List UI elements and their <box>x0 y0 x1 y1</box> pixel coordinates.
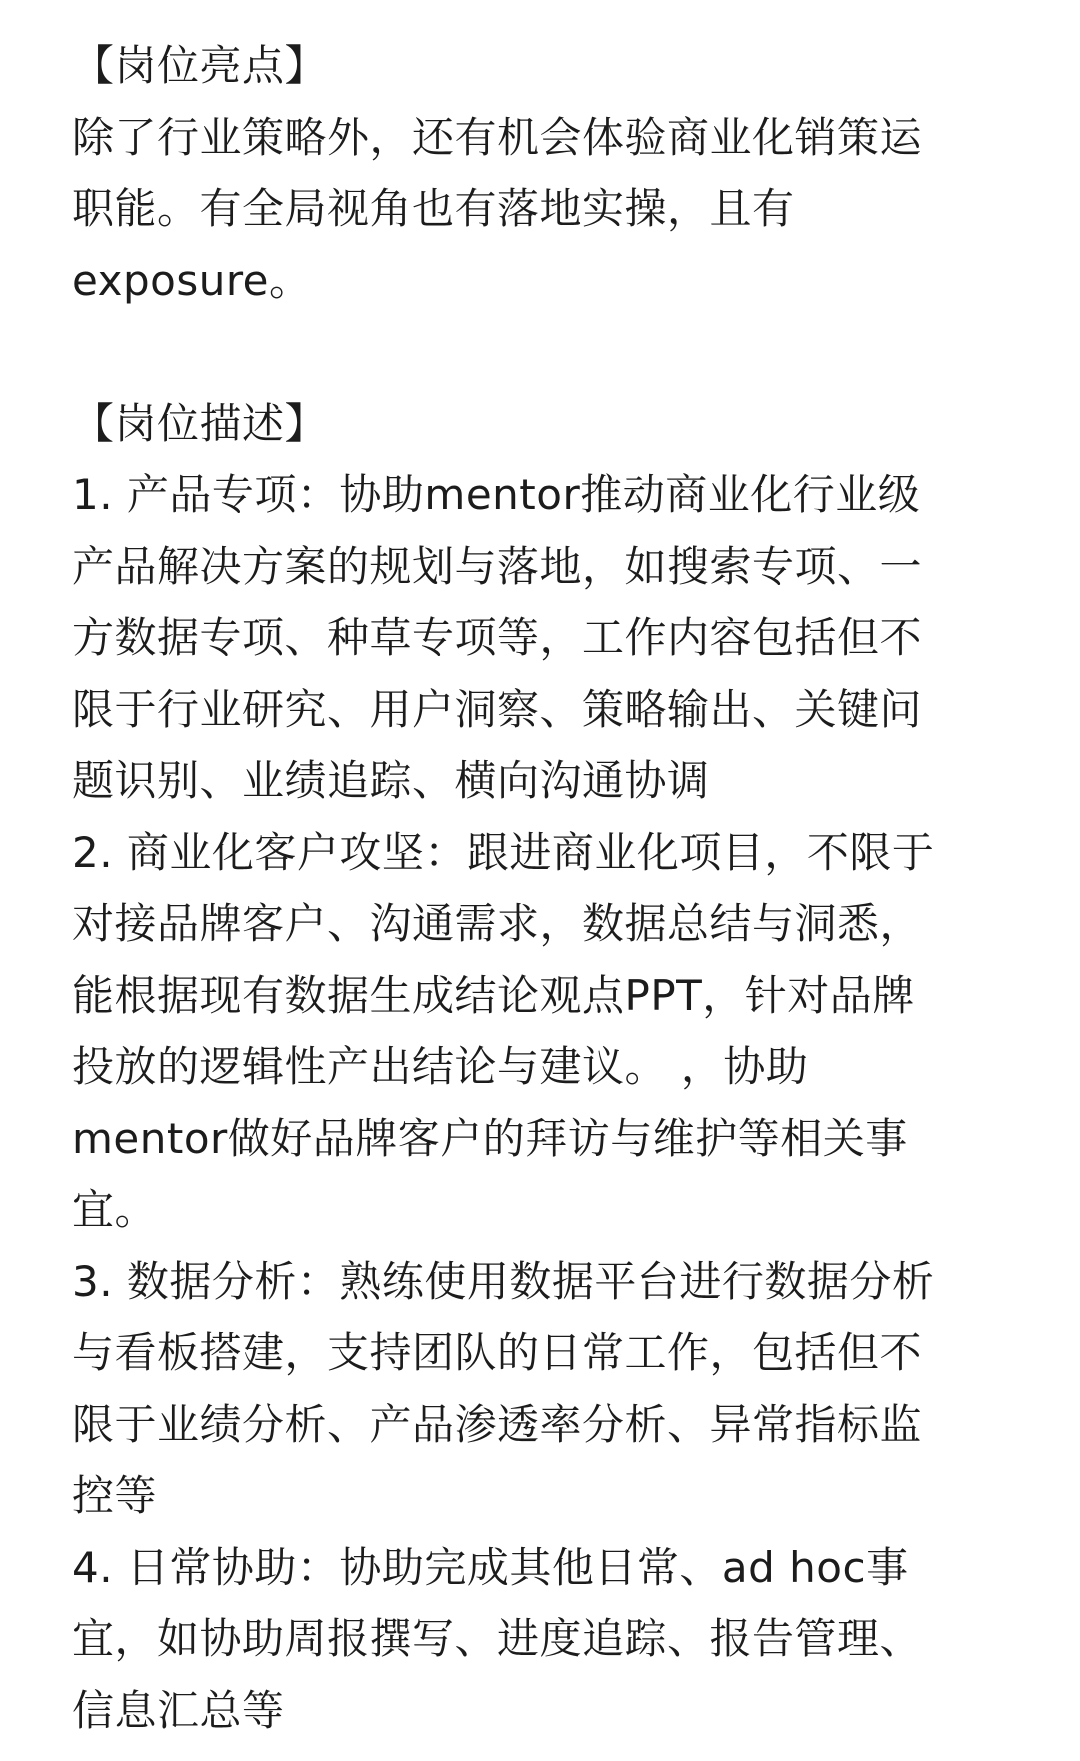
description-item-line: 宜，如协助周报撰写、进度追踪、报告管理、 <box>72 1614 923 1663</box>
description-item-line: 2. 商业化客户攻坚：跟进商业化项目，不限于 <box>72 827 935 877</box>
highlights-line: 职能。有全局视角也有落地实操，且有 <box>72 184 795 233</box>
section-spacer <box>72 316 1012 388</box>
highlights-line: 除了行业策略外，还有机会体验商业化销策运 <box>72 112 923 162</box>
highlights-line: exposure。 <box>72 255 312 305</box>
description-item-line: 限于业绩分析、产品渗透率分析、异常指标监 <box>72 1399 923 1449</box>
description-item-line: 限于行业研究、用户洞察、策略输出、关键问 <box>72 684 923 734</box>
description-item-line: 产品解决方案的规划与落地，如搜索专项、一 <box>72 541 923 591</box>
description-item-line: 能根据现有数据生成结论观点PPT，针对品牌 <box>72 970 915 1020</box>
description-item-line: 与看板搭建，支持团队的日常工作，包括但不 <box>72 1328 923 1377</box>
description-item-line: 控等 <box>72 1471 158 1520</box>
job-posting-note <box>72 30 1012 1746</box>
description-heading: 【岗位描述】 <box>72 398 328 448</box>
description-item-line: 3. 数据分析：熟练使用数据平台进行数据分析 <box>72 1256 935 1306</box>
description-item-line: 投放的逻辑性产出结论与建议。 ，协助 <box>72 1042 809 1091</box>
highlights-heading: 【岗位亮点】 <box>72 41 328 90</box>
description-item-line: 题识别、业绩追踪、横向沟通协调 <box>72 756 710 805</box>
description-item-line: 宜。 <box>72 1185 158 1234</box>
description-item-line: 方数据专项、种草专项等，工作内容包括但不 <box>72 613 923 662</box>
description-item-line: 1. 产品专项：协助mentor推动商业化行业级 <box>72 470 921 519</box>
description-item-line: 对接品牌客户、沟通需求，数据总结与洞悉， <box>72 899 923 948</box>
description-item-line: 信息汇总等 <box>72 1685 285 1735</box>
description-item-line: mentor做好品牌客户的拜访与维护等相关事 <box>72 1113 908 1163</box>
description-item-line: 4. 日常协助：协助完成其他日常、ad hoc事 <box>72 1542 909 1592</box>
